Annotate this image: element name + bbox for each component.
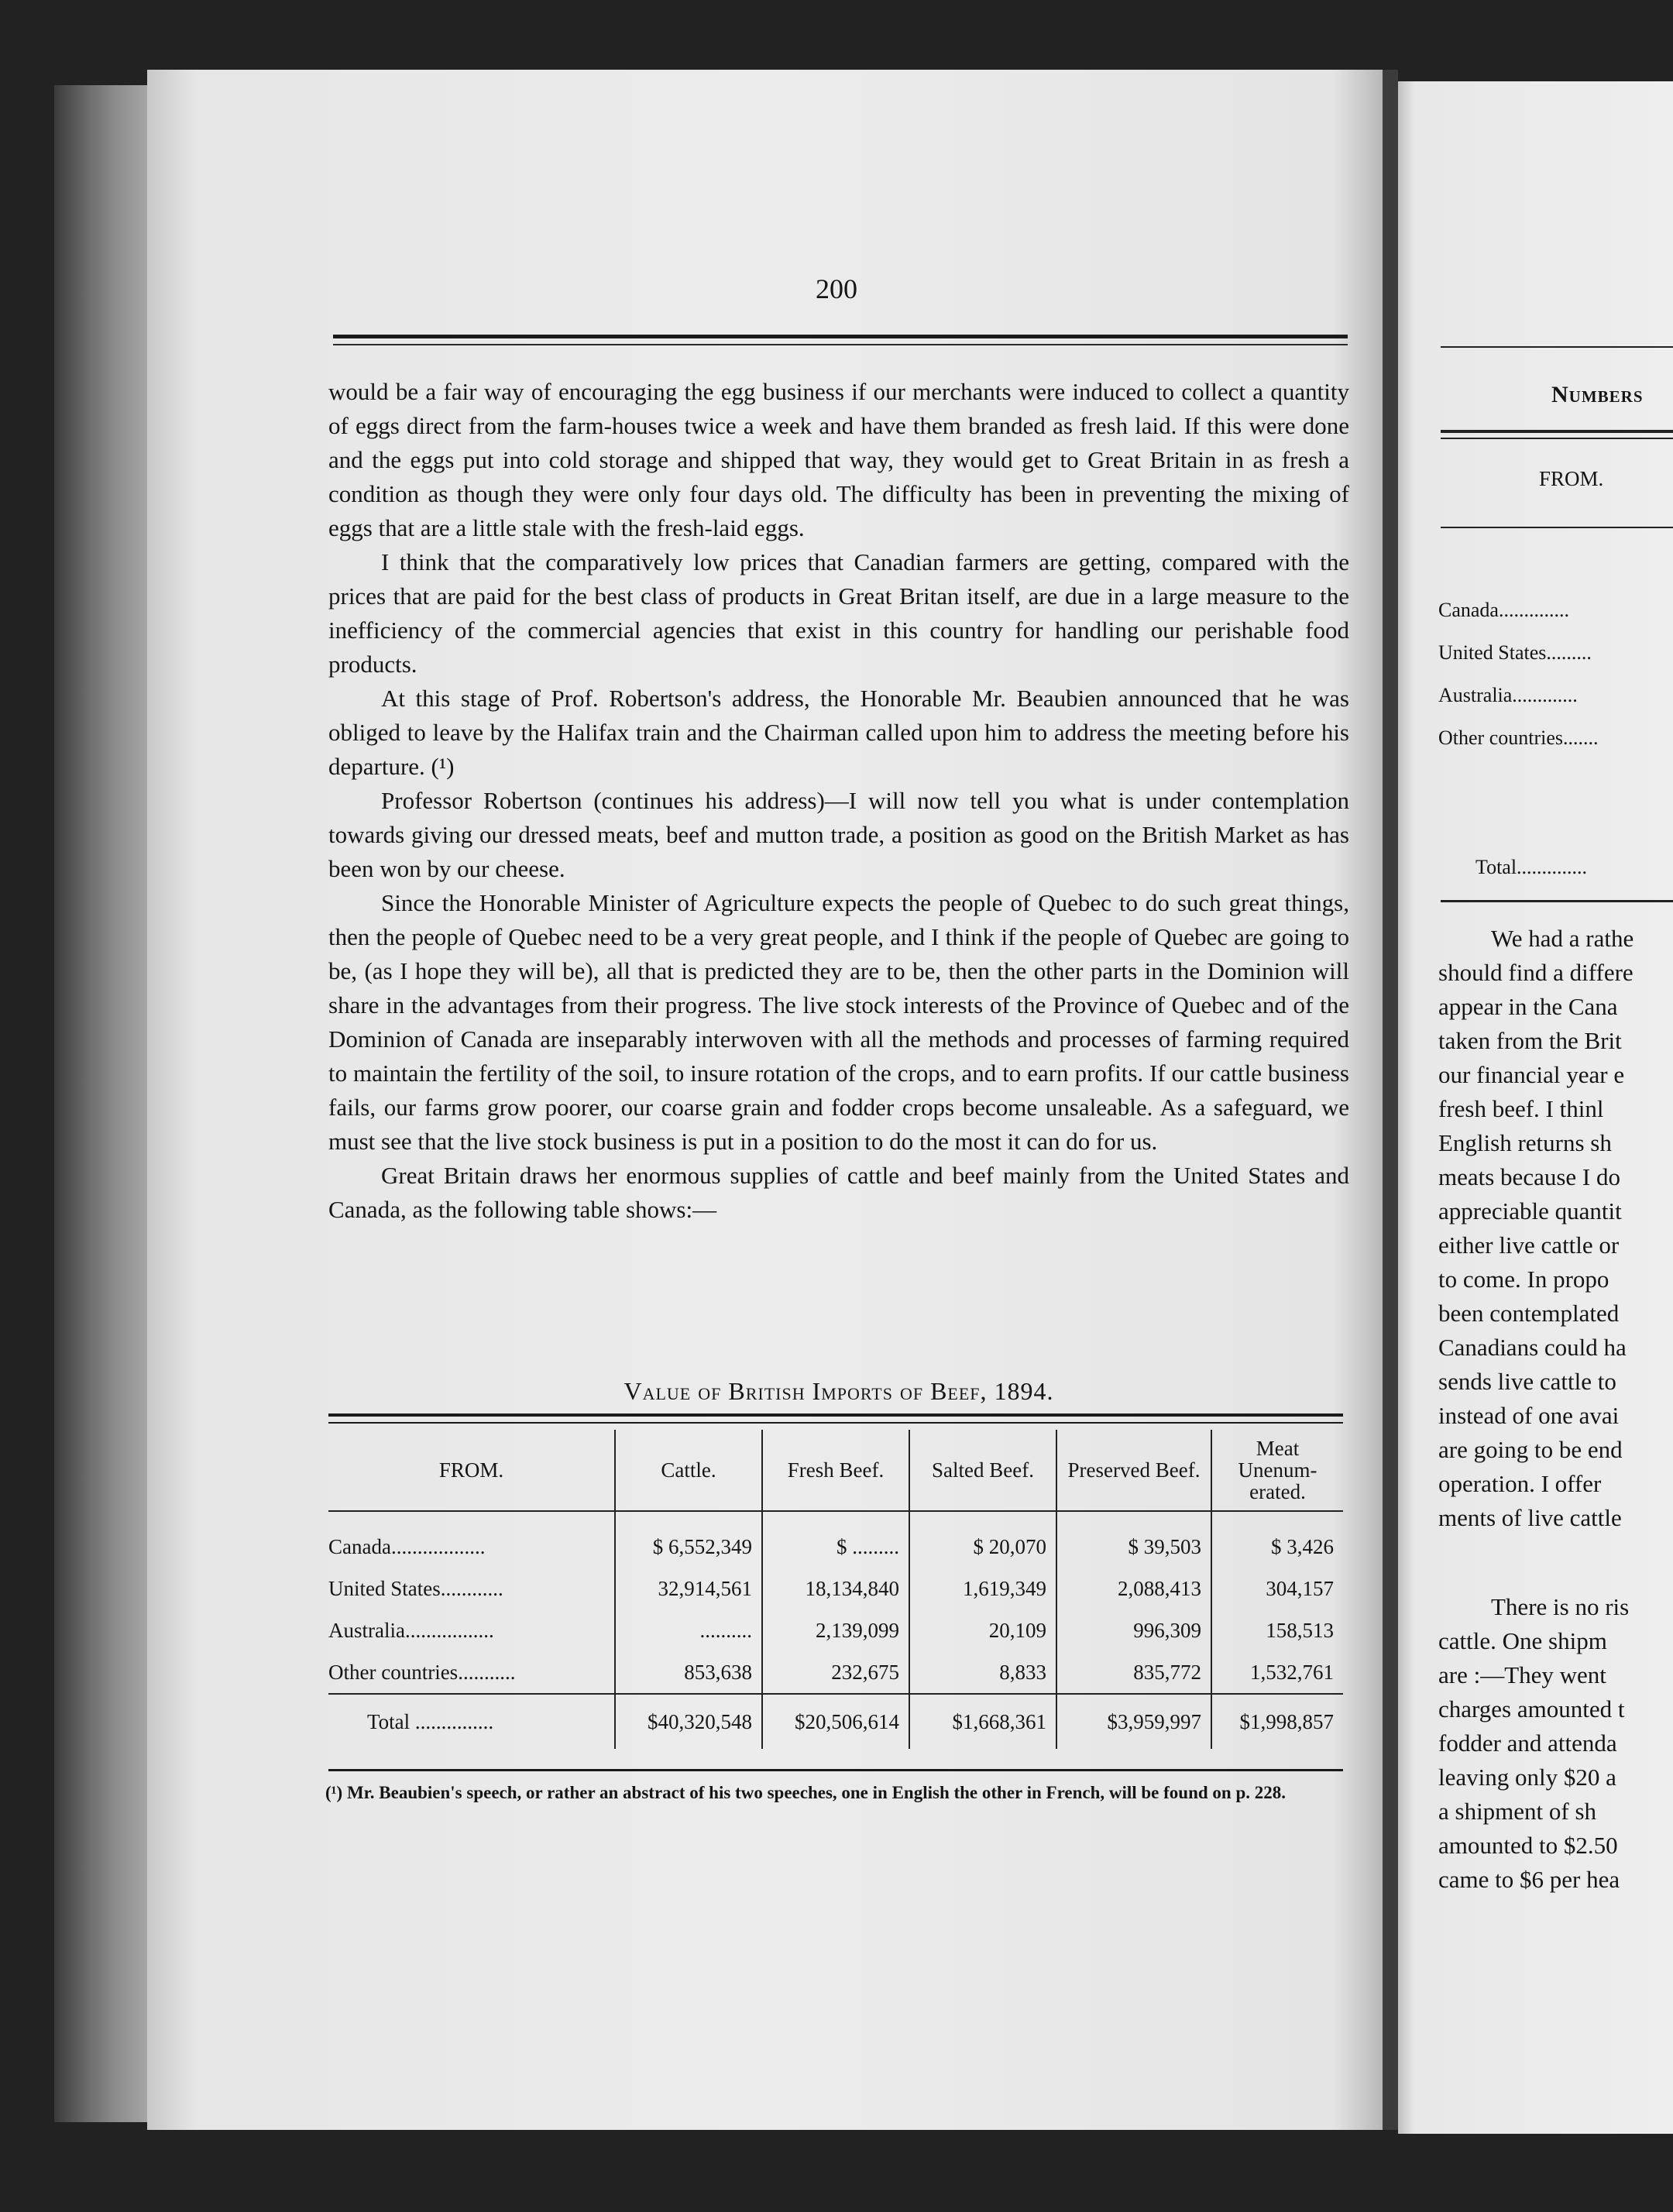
right-paragraph bbox=[1438, 922, 1673, 1535]
table-cell: 853,638 bbox=[615, 1651, 762, 1694]
table-cell: $ 20,070 bbox=[909, 1511, 1056, 1568]
rule bbox=[1441, 527, 1673, 528]
right-row-label: Australia............. bbox=[1438, 684, 1578, 706]
text-line: amounted to $2.50 bbox=[1438, 1832, 1618, 1859]
header-rule bbox=[333, 335, 1348, 338]
table-cell: 304,157 bbox=[1211, 1568, 1343, 1609]
text-line: There is no ris bbox=[1491, 1593, 1630, 1620]
book-spine bbox=[54, 85, 163, 2122]
text-line: should find a differe bbox=[1438, 959, 1633, 986]
rule bbox=[1441, 346, 1673, 348]
right-page-title: Numbers bbox=[1551, 382, 1644, 407]
table-row bbox=[328, 1651, 1343, 1694]
text-line: ments of live cattle bbox=[1438, 1504, 1622, 1531]
right-table-rows bbox=[1438, 589, 1599, 759]
table-cell: 158,513 bbox=[1211, 1609, 1343, 1651]
rule bbox=[1441, 900, 1673, 902]
table-cell: $20,506,614 bbox=[762, 1694, 909, 1749]
text-line: taken from the Brit bbox=[1438, 1027, 1622, 1054]
table-cell: $ ......... bbox=[762, 1511, 909, 1568]
table-cell: $3,959,997 bbox=[1056, 1694, 1211, 1749]
table-cell: 232,675 bbox=[762, 1651, 909, 1694]
rule bbox=[1441, 430, 1673, 433]
table-total-row bbox=[328, 1694, 1343, 1749]
text-line: cattle. One shipm bbox=[1438, 1627, 1607, 1654]
table-cell: $ 39,503 bbox=[1056, 1511, 1211, 1568]
table-cell: Australia................. bbox=[328, 1618, 494, 1642]
table-row bbox=[328, 1511, 1343, 1568]
text-line: our financial year e bbox=[1438, 1061, 1625, 1088]
text-line: instead of one avai bbox=[1438, 1402, 1620, 1429]
right-row-label: Canada.............. bbox=[1438, 599, 1569, 621]
page-gutter bbox=[1383, 70, 1398, 2130]
table-cell: 20,109 bbox=[909, 1609, 1056, 1651]
table-cell: $1,998,857 bbox=[1211, 1694, 1343, 1749]
table-cell: Total ............... bbox=[328, 1694, 615, 1749]
right-page bbox=[1398, 81, 1673, 2134]
text-line: charges amounted t bbox=[1438, 1695, 1625, 1723]
text-line: meats because I do bbox=[1438, 1163, 1620, 1190]
table-cell: $40,320,548 bbox=[615, 1694, 762, 1749]
text-line: are :—They went bbox=[1438, 1661, 1606, 1688]
text-line: sends live cattle to bbox=[1438, 1368, 1616, 1395]
column-header: Fresh Beef. bbox=[762, 1430, 909, 1511]
table-rule bbox=[328, 1422, 1343, 1424]
table-cell: 18,134,840 bbox=[762, 1568, 909, 1609]
column-header: Cattle. bbox=[615, 1430, 762, 1511]
text-line: appear in the Cana bbox=[1438, 993, 1618, 1020]
table-cell: 996,309 bbox=[1056, 1609, 1211, 1651]
table-row bbox=[328, 1609, 1343, 1651]
right-total-label: Total.............. bbox=[1475, 856, 1588, 878]
table-cell: Other countries........... bbox=[328, 1660, 516, 1684]
table-cell: 2,088,413 bbox=[1056, 1568, 1211, 1609]
text-line: Canadians could ha bbox=[1438, 1334, 1627, 1361]
right-row-label: Other countries....... bbox=[1438, 726, 1599, 749]
text-line: came to $6 per hea bbox=[1438, 1866, 1620, 1893]
column-header: Salted Beef. bbox=[909, 1430, 1056, 1511]
text-line: fodder and attenda bbox=[1438, 1729, 1617, 1757]
rule bbox=[1441, 438, 1673, 439]
table-caption: Value of British Imports of Beef, 1894. bbox=[624, 1377, 1054, 1405]
text-line: a shipment of sh bbox=[1438, 1798, 1597, 1825]
table-header-row bbox=[328, 1430, 1343, 1511]
table-cell: $ 6,552,349 bbox=[615, 1511, 762, 1568]
column-header: Preserved Beef. bbox=[1056, 1430, 1211, 1511]
text-line: to come. In propo bbox=[1438, 1266, 1609, 1293]
imports-table bbox=[328, 1430, 1343, 1749]
table-cell: 8,833 bbox=[909, 1651, 1056, 1694]
footnote: (¹) Mr. Beaubien's speech, or rather an abstract of his two speeches, one in English the other in French, will be found on p. 228. bbox=[325, 1783, 1287, 1802]
column-header: FROM. bbox=[438, 1458, 504, 1482]
text-line: English returns sh bbox=[1438, 1129, 1612, 1156]
paragraph: Professor Robertson (continues his address)—I will now tell you what is under contemplation towards giving our dressed meats, beef and mutton trade, a position as good on the British Market as has been won by our cheese. bbox=[328, 787, 1349, 882]
table-rule bbox=[328, 1413, 1343, 1417]
right-paragraph bbox=[1438, 1590, 1673, 1897]
right-row-label: United States......... bbox=[1438, 641, 1592, 664]
text-line: been contemplated bbox=[1438, 1300, 1620, 1327]
text-line: operation. I offer bbox=[1438, 1470, 1602, 1497]
text-line: fresh beef. I thinl bbox=[1438, 1095, 1604, 1122]
table-cell: .......... bbox=[615, 1609, 762, 1651]
header-rule-thin bbox=[333, 344, 1348, 345]
paragraph: Great Britain draws her enormous supplies of cattle and beef mainly from the United States and Canada, as the following table shows:— bbox=[328, 1162, 1349, 1223]
table-cell: 835,772 bbox=[1056, 1651, 1211, 1694]
table-cell: $1,668,361 bbox=[909, 1694, 1056, 1749]
paragraph: At this stage of Prof. Robertson's address, the Honorable Mr. Beaubien announced that he was obliged to leave by the Halifax train and the Chairman called upon him to address the meeting before his departure. (¹) bbox=[328, 685, 1349, 780]
text-line: appreciable quantit bbox=[1438, 1197, 1622, 1224]
text-line: are going to be end bbox=[1438, 1436, 1623, 1463]
table-cell: 1,619,349 bbox=[909, 1568, 1056, 1609]
table-row bbox=[328, 1568, 1343, 1609]
table-cell: $ 3,426 bbox=[1211, 1511, 1343, 1568]
paragraph: I think that the comparatively low prices that Canadian farmers are getting, compared with the prices that are paid for the best class of products in Great Britan itself, are due in a large measure to the inefficiency of the commercial agencies that exist in this country for handling our perishable food products. bbox=[328, 548, 1349, 678]
column-header: Meat Unenum-erated. bbox=[1211, 1430, 1343, 1511]
text-line: either live cattle or bbox=[1438, 1231, 1620, 1259]
table-cell: 1,532,761 bbox=[1211, 1651, 1343, 1694]
table-rule bbox=[328, 1769, 1343, 1771]
page-number: 200 bbox=[816, 273, 857, 304]
right-from-label: FROM. bbox=[1539, 467, 1604, 490]
paragraph: Since the Honorable Minister of Agriculture expects the people of Quebec to do such great things, then the people of Quebec need to be a very great people, and I think if the people of Quebec are going to be, (as I hope they will be), all that is predicted they are to be, then the other parts in the Dominion will share in the advantages from their progress. The live stock interests of the Province of Quebec and of the Dominion of Canada are inseparably interwoven with all the methods and processes of farming required to maintain the fertility of the soil, to insure rotation of the crops, and to earn profits. If our cattle business fails, our farms grow poorer, our coarse grain and fodder crops become unsaleable. As a safeguard, we must see that the live stock business is put in a position to do the most it can do for us. bbox=[328, 889, 1349, 1155]
text-line: We had a rathe bbox=[1491, 925, 1634, 952]
text-line: leaving only $20 a bbox=[1438, 1764, 1616, 1791]
table-cell: 2,139,099 bbox=[762, 1609, 909, 1651]
table-cell: United States............ bbox=[328, 1576, 503, 1600]
body-text bbox=[328, 375, 1349, 1227]
table-cell: Canada.................. bbox=[328, 1534, 486, 1558]
table-cell: 32,914,561 bbox=[615, 1568, 762, 1609]
paragraph: would be a fair way of encouraging the egg business if our merchants were induced to collect a quantity of eggs direct from the farm-houses twice a week and have them branded as fresh laid. If this were done and the eggs put into cold storage and shipped that way, they would get to Great Britain in as fresh a condition as though they were only four days old. The difficulty has been in preventing the mixing of eggs that are a little stale with the fresh-laid eggs. bbox=[328, 378, 1349, 541]
